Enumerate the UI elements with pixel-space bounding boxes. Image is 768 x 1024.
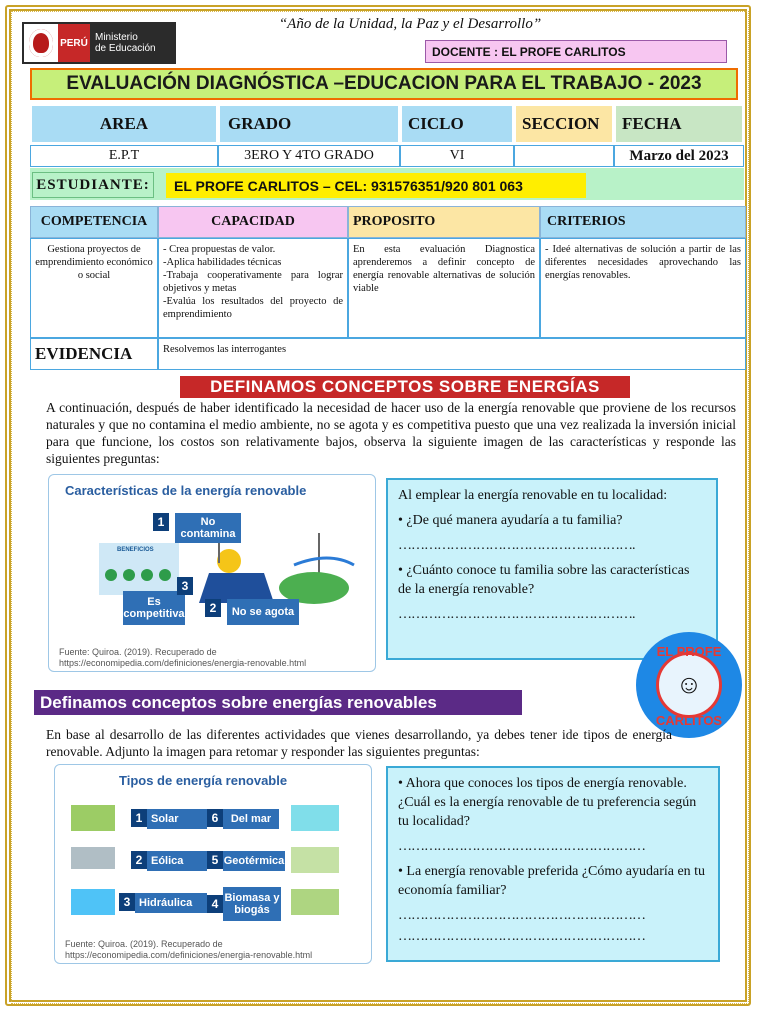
criterios-text: - Ideé alternativas de solución a partir de las diferentes necesidades aprovechando las energías renovables. — [540, 238, 746, 338]
type-hidraulica-label: Hidráulica — [135, 893, 207, 913]
benefits-label: BENEFICIOS — [117, 547, 154, 553]
source2-line2: https://economipedia.com/definiciones/energia-renovable.html — [65, 950, 313, 960]
evidencia-text: Resolvemos las interrogantes — [158, 338, 746, 370]
type-hidraulica-num: 3 — [119, 893, 135, 911]
value-area: E.P.T — [30, 145, 218, 167]
type-del-mar-num: 6 — [207, 809, 223, 827]
teacher-avatar-icon: ☺ — [656, 652, 722, 718]
types-image — [54, 764, 372, 964]
logo-ministry — [90, 32, 156, 54]
types-image-title: Tipos de energía renovable — [119, 773, 288, 788]
answer-line-3[interactable]: ………………………………………………… — [398, 839, 645, 854]
q-intro: Al emplear la energía renovable en tu localidad: — [398, 488, 668, 503]
profe-carlitos-badge — [636, 632, 742, 738]
type-solar-label: Solar — [147, 809, 207, 829]
type-geotermica-num: 5 — [207, 851, 223, 869]
student-name: EL PROFE CARLITOS – CEL: 931576351/920 801 063 — [166, 173, 586, 198]
evidencia-label: EVIDENCIA — [30, 338, 158, 370]
answer-line-4[interactable]: ………………………………………………… — [398, 908, 645, 923]
value-ciclo: VI — [400, 145, 514, 167]
type-solar-num: 1 — [131, 809, 147, 827]
capacidad-text: - Crea propuestas de valor. -Aplica habilidades técnicas -Trabaja cooperativamente para lograr objetivos y metas -Evalúa los resultados del proyecto de emprendimiento — [158, 238, 348, 338]
year-motto: “Año de la Unidad, la Paz y el Desarrollo” — [278, 16, 542, 32]
value-seccion — [514, 145, 614, 167]
competencia-text: Gestiona proyectos de emprendimiento económico o social — [30, 238, 158, 338]
student-label: ESTUDIANTE: — [32, 172, 154, 198]
header-capacidad: CAPACIDAD — [158, 206, 348, 238]
char-item-2 — [205, 599, 299, 625]
char-item-3 — [123, 579, 193, 625]
type-biomasa-num: 4 — [207, 895, 223, 913]
teacher-label: DOCENTE : EL PROFE CARLITOS — [425, 40, 727, 63]
char-item-1-num: 1 — [153, 513, 169, 531]
header-area: AREA — [30, 104, 218, 144]
header-proposito: PROPOSITO — [348, 206, 540, 238]
section2-title: Definamos conceptos sobre energías renovables — [34, 690, 522, 715]
answer-line-5[interactable]: ………………………………………………… — [398, 929, 645, 944]
source-line2: https://economipedia.com/definiciones/energia-renovable.html — [59, 658, 307, 668]
ministry-logo — [22, 22, 176, 64]
section1-questions — [386, 478, 718, 660]
source-line1: Fuente: Quiroa. (2019). Recuperado de — [59, 647, 217, 657]
source2-line1: Fuente: Quiroa. (2019). Recuperado de — [65, 939, 223, 949]
type-del-mar-label: Del mar — [223, 809, 279, 829]
type-eolica-num: 2 — [131, 851, 147, 869]
section2-paragraph: En base al desarrollo de las diferentes actividades que vienes desarrollando, ya debes tener ide tipos de energía renovable. Adjunto la imagen para retomar y responder las siguientes preguntas: — [46, 727, 672, 759]
types-illustration — [67, 801, 367, 921]
q1: • ¿De qué manera ayudaría a tu familia? — [398, 513, 623, 528]
proposito-text: En esta evaluación Diagnostica aprenderemos a definir concepto de energía renovable alternativas de solución viable — [348, 238, 540, 338]
char-item-3-label: Es competitiva — [123, 591, 185, 625]
answer-line-2[interactable]: ………………………………………………. — [398, 607, 635, 622]
logo-country: PERÚ — [58, 24, 90, 62]
section1-title: DEFINAMOS CONCEPTOS SOBRE ENERGÍAS — [180, 376, 630, 398]
header-fecha: FECHA — [614, 104, 744, 144]
value-grado: 3ERO Y 4TO GRADO — [218, 145, 400, 167]
section2-questions — [386, 766, 720, 962]
q2: • ¿Cuánto conoce tu familia sobre las características de la energía renovable? — [398, 563, 690, 597]
char-item-1-label: No contamina — [175, 513, 241, 543]
type-eolica-label: Eólica — [147, 851, 207, 871]
badge-text-bottom: CARLITOS — [655, 713, 723, 728]
char-item-2-label: No se agota — [227, 599, 299, 625]
document-title: EVALUACIÓN DIAGNÓSTICA –EDUCACION PARA EL TRABAJO - 2023 — [30, 68, 738, 100]
char-item-1 — [153, 513, 241, 543]
char-item-3-num: 3 — [177, 577, 193, 595]
type-biomasa-label: Biomasa y biogás — [223, 887, 281, 921]
ministry-line1: Ministerio — [95, 32, 138, 43]
type-geotermica-label: Geotérmica — [223, 851, 285, 871]
header-competencia: COMPETENCIA — [30, 206, 158, 238]
char-item-2-num: 2 — [205, 599, 221, 617]
badge-text-top: EL PROFE — [656, 644, 722, 659]
characteristics-image-title: Características de la energía renovable — [65, 483, 307, 498]
q3: • Ahora que conoces los tipos de energía renovable. ¿Cuál es la energía renovable de tu preferencia según tu localidad? — [398, 776, 697, 829]
value-fecha: Marzo del 2023 — [614, 145, 744, 167]
characteristics-image — [48, 474, 376, 672]
q4: • La energía renovable preferida ¿Cómo ayudaría en tu economía familiar? — [398, 864, 706, 898]
header-ciclo: CICLO — [400, 104, 514, 144]
coat-of-arms-icon — [24, 24, 58, 62]
header-criterios: CRITERIOS — [540, 206, 746, 238]
ministry-line2: de Educación — [95, 43, 156, 54]
section1-paragraph: A continuación, después de haber identificado la necesidad de hacer uso de la energía renovable que proviene de los recursos naturales y que no contamina el medio ambiente, no se agota y es competitiva puesto que una vez realizada la inversión inicial para que funcione, los costos son relativamente bajos, observa la siguiente imagen de las características y responde las siguientes preguntas: — [46, 400, 736, 466]
header-seccion: SECCION — [514, 104, 614, 144]
header-grado: GRADO — [218, 104, 400, 144]
answer-line-1[interactable]: ………………………………………………. — [398, 538, 635, 553]
